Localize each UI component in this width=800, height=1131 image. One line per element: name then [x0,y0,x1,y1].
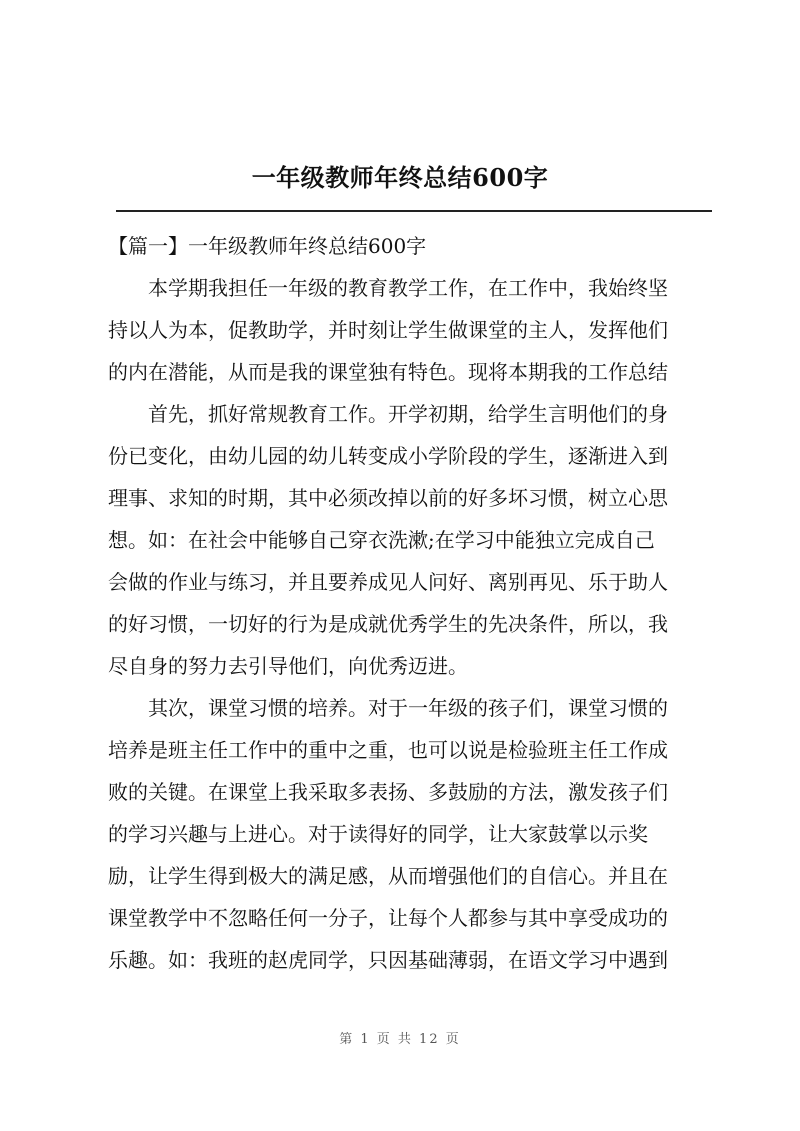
paragraph-line: 首先，抓好常规教育工作。开学初期，给学生言明他们的身 [148,402,668,426]
section-heading: 【篇一】一年级教师年终总结600字 [108,234,427,258]
paragraph-line: 持以人为本，促教助学，并时刻让学生做课堂的主人，发挥他们 [108,318,668,342]
paragraph-line: 尽自身的努力去引导他们，向优秀迈进。 [108,654,468,678]
paragraph-line: 培养是班主任工作中的重中之重，也可以说是检验班主任工作成 [108,738,668,762]
paragraph-line: 份已变化，由幼儿园的幼儿转变成小学阶段的学生，逐渐进入到 [108,444,668,468]
paragraph-line: 的学习兴趣与上进心。对于读得好的同学，让大家鼓掌以示奖 [108,822,648,846]
title-divider [116,210,712,212]
document-title: 一年级教师年终总结600字 [251,163,549,192]
paragraph-line: 励，让学生得到极大的满足感，从而增强他们的自信心。并且在 [108,864,668,888]
paragraph-line: 的内在潜能，从而是我的课堂独有特色。现将本期我的工作总结 [108,360,668,384]
paragraph-line: 想。如：在社会中能够自己穿衣洗漱;在学习中能独立完成自己 [108,528,655,552]
paragraph-line: 理事、求知的时期，其中必须改掉以前的好多坏习惯，树立心思 [108,486,668,510]
paragraph-line: 课堂教学中不忽略任何一分子，让每个人都参与其中享受成功的 [108,906,668,930]
paragraph-line: 本学期我担任一年级的教育教学工作，在工作中，我始终坚 [148,276,668,300]
page-footer: 第 1 页 共 12 页 [339,1032,461,1047]
paragraph-line: 会做的作业与练习，并且要养成见人问好、离别再见、乐于助人 [108,570,668,594]
paragraph-line: 其次，课堂习惯的培养。对于一年级的孩子们，课堂习惯的 [148,696,668,720]
paragraph-line: 的好习惯，一切好的行为是成就优秀学生的先决条件，所以，我 [108,612,668,636]
paragraph-line: 乐趣。如：我班的赵虎同学，只因基础薄弱，在语文学习中遇到 [108,948,668,972]
paragraph-line: 败的关键。在课堂上我采取多表扬、多鼓励的方法，激发孩子们 [108,780,668,804]
